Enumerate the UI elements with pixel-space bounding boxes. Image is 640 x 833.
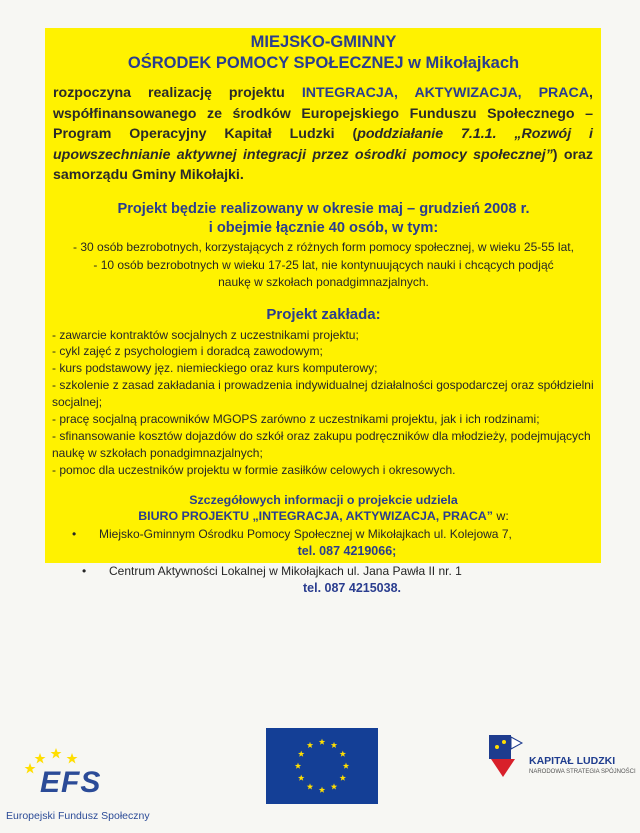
eu-star (331, 742, 337, 748)
eu-star (298, 751, 304, 757)
eu-star (295, 763, 301, 769)
project-name: INTEGRACJA, AKTYWIZACJA, PRACA (301, 85, 590, 101)
intro-text-2: , współfinansowanego ze środków Europejskiego Funduszu Społecznego – Program Operacyjny Kapitał Ludzki ( (53, 85, 593, 142)
kl-title: KAPITAŁ LUDZKI (529, 755, 616, 767)
yellow-poster (45, 28, 601, 596)
bullet-icon: • (72, 527, 77, 542)
assumption-item: - szkolenie z zasad zakładania i prowadzenia indywidualnej działalności gospodarczej oraz spółdzielni socjalnej; (52, 378, 594, 410)
intro-italic: poddziałanie 7.1.1. „Rozwój i upowszechnianie aktywnej integracji przez ośrodki pomocy społecznej” (53, 126, 593, 163)
project-office-name: BIURO PROJEKTU „INTEGRACJA, AKTYWIZACJA, PRACA” (138, 509, 493, 524)
eu-star (307, 742, 313, 748)
kapital-ludzki-mark-icon (485, 733, 525, 779)
eu-star (319, 739, 325, 745)
header-line-2: OŚRODEK POMOCY SPOŁECZNEJ w Mikołajkach (127, 54, 520, 72)
contact-intro: Szczegółowych informacji o projekcie udziela (189, 492, 458, 507)
project-office (52, 508, 595, 524)
eu-star (340, 775, 346, 781)
assumption-item: - kurs podstawowy jęz. niemieckiego oraz kurs komputerowy; (52, 361, 378, 376)
header-line-1: MIEJSKO-GMINNY (250, 33, 397, 51)
eu-star (331, 783, 337, 789)
office-item (72, 526, 595, 560)
kapital-ludzki-logo (485, 733, 635, 793)
assumption-item: - cykl zajęć z psychologiem i doradcą zawodowym; (52, 344, 323, 359)
intro-text-3: ) oraz samorządu Gminy Mikołajki. (53, 146, 593, 183)
contact-info (52, 492, 595, 598)
eu-star (340, 751, 346, 757)
efs-mark: EFS (40, 766, 102, 799)
office-phone: tel. 087 4215038. (303, 581, 401, 596)
assumptions-list (52, 327, 595, 479)
office-address: Centrum Aktywności Lokalnej w Mikołajkach ul. Jana Pawła II nr. 1 (109, 564, 462, 579)
period-line-1: Projekt będzie realizowany w okresie maj – grudzień 2008 r. (117, 200, 530, 217)
logo-footer (0, 718, 640, 828)
assumption-item: - zawarcie kontraktów socjalnych z uczestnikami projektu; (52, 327, 359, 342)
bullet-icon: • (82, 564, 87, 579)
eu-star (343, 763, 349, 769)
kl-subtitle: NARODOWA STRATEGIA SPÓJNOŚCI (529, 769, 636, 775)
participants-item: - 30 osób bezrobotnych, korzystających z różnych form pomocy społecznej, w wieku 25-55 lat, (73, 239, 574, 254)
efs-caption: Europejski Fundusz Społeczny (6, 810, 150, 822)
efs-logo (6, 738, 156, 828)
assumption-item: - sfinansowanie kosztów dojazdów do szkół oraz zakupu podręczników dla młodzieży, podejmujących naukę w szkołach ponadgimnazjalnych; (52, 428, 591, 460)
eu-star (319, 787, 325, 793)
office-address: Miejsko-Gminnym Ośrodku Pomocy Społecznej w Mikołajkach ul. Kolejowa 7, (99, 527, 512, 542)
intro-paragraph (53, 83, 593, 186)
assumptions-title: Projekt zakłada: (266, 305, 381, 323)
participants-item: - 10 osób bezrobotnych w wieku 17-25 lat, nie kontynuujących nauki i chcących podjąć naukę w szkołach ponadgimnazjalnych. (93, 257, 554, 289)
office-phone: tel. 087 4219066; (297, 544, 397, 559)
eu-flag-icon (266, 728, 378, 804)
project-office-suffix: w: (492, 509, 509, 524)
period-line-2: i obejmie łącznie 40 osób, w tym: (208, 219, 439, 236)
eu-star (307, 783, 313, 789)
offices-list (52, 526, 595, 597)
eu-star (298, 775, 304, 781)
assumption-item: - pomoc dla uczestników projektu w formie zasiłków celowych i okresowych. (52, 462, 456, 477)
eu-stars-icon (266, 728, 378, 804)
assumption-item: - pracę socjalną pracowników MGOPS zarówno z uczestnikami projektu, jak i ich rodzinami; (52, 412, 540, 427)
participants-list (52, 239, 595, 291)
intro-text-1: rozpoczyna realizację projektu (53, 85, 302, 101)
office-item (72, 563, 595, 597)
